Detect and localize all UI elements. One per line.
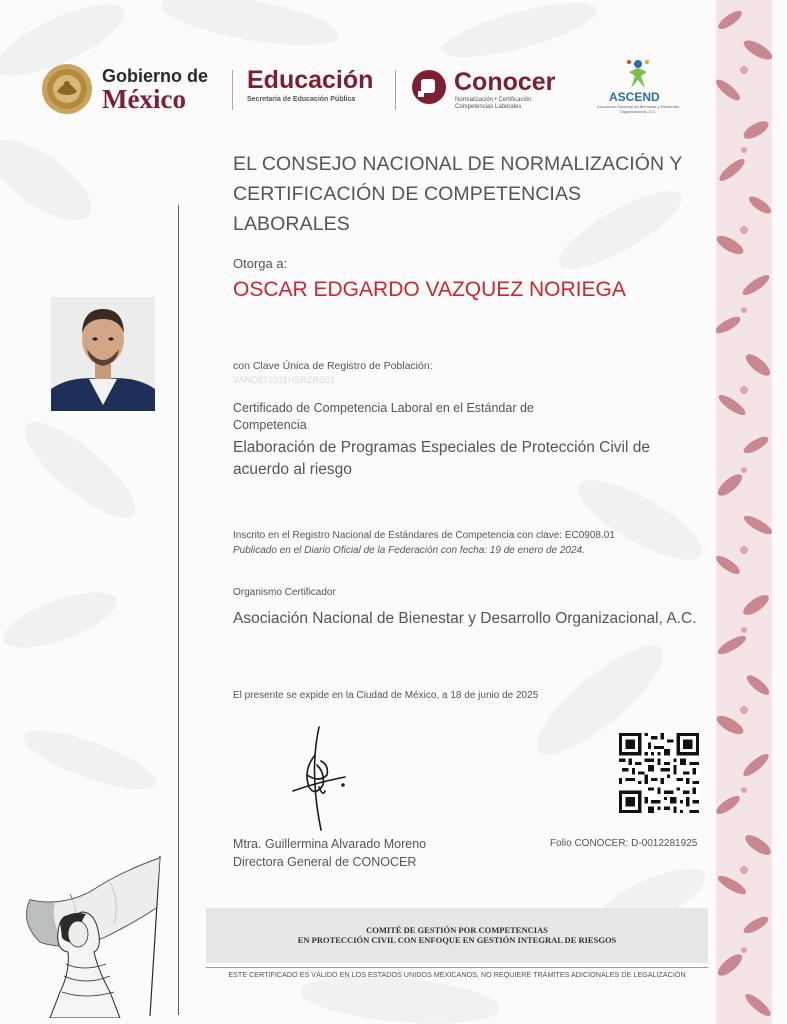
qr-code[interactable]: [619, 733, 699, 813]
header-logos: [40, 56, 690, 116]
conocer-logo: [412, 68, 572, 112]
curp-value: VANO871031HSRZRS01: [233, 375, 335, 385]
recipient-name: OSCAR EDGARDO VAZQUEZ NORIEGA: [233, 278, 626, 301]
gobierno-label: Gobierno de: [102, 66, 209, 86]
mexico-seal-icon: [40, 62, 94, 116]
committee-banner: [206, 908, 708, 963]
gobierno-de-mexico-logo: [40, 60, 220, 116]
decorative-side-band: [716, 0, 772, 1024]
validity-footer: ESTE CERTIFICADO ES VÁLIDO EN LOS ESTADOS UNIDOS MEXICANOS, NO REQUIERE TRÁMITES ADICIONALES DE LEGALIZACIÓN: [206, 967, 708, 979]
signature: [285, 725, 355, 835]
conocer-logo-icon: [412, 70, 446, 104]
conocer-subtitle: Normalización • Certificación Competencias Laborales: [455, 97, 532, 110]
header-divider: [395, 70, 396, 110]
ascend-title: ASCEND: [609, 90, 660, 104]
registry-line: Inscrito en el Registro Nacional de Estándares de Competencia con clave: EC0908.01: [233, 530, 615, 541]
signer-role: Directora General de CONOCER: [233, 855, 417, 869]
certificate-label: Certificado de Competencia Laboral en el Estándar de Competencia: [233, 401, 534, 432]
organization-name: Asociación Nacional de Bienestar y Desarrollo Organizacional, A.C.: [233, 610, 697, 627]
conocer-title: Conocer: [454, 68, 556, 96]
issuer-title: EL CONSEJO NACIONAL DE NORMALIZACIÓN Y CERTIFICACIÓN DE COMPETENCIAS LABORALES: [233, 153, 683, 235]
ascend-subtitle: Asociación Nacional de Bienestar y Desarrollo Organizacional, A.C.: [596, 104, 680, 114]
ascend-logo: [593, 58, 683, 114]
mexico-label: México: [102, 84, 186, 114]
standard-name: Elaboración de Programas Especiales de Protección Civil de acuerdo al riesgo: [233, 439, 650, 478]
woman-with-flag-illustration: [10, 852, 166, 1018]
signer-name: Mtra. Guillermina Alvarado Moreno: [233, 837, 427, 851]
educacion-subtitle: Secretaría de Educación Pública: [247, 96, 356, 103]
organization-label: Organismo Certificador: [233, 587, 336, 598]
ascend-logo-icon: [623, 58, 653, 90]
curp-label: con Clave Única de Registro de Población:: [233, 360, 433, 372]
educacion-logo: [247, 66, 373, 103]
committee-line2: EN PROTECCIÓN CIVIL CON ENFOQUE EN GESTIÓN INTEGRAL DE RIESGOS: [297, 935, 617, 945]
published-line: Publicado en el Diario Oficial de la Federación con fecha: 19 de enero de 2024.: [233, 545, 585, 556]
committee-line1: COMITÉ DE GESTIÓN POR COMPETENCIAS: [366, 925, 548, 935]
header-divider: [232, 70, 233, 110]
grants-label: Otorga a:: [233, 256, 288, 271]
issued-line: El presente se expide en la Ciudad de México, a 18 de junio de 2025: [233, 690, 539, 701]
educacion-title: Educación: [247, 66, 374, 94]
recipient-photo: [51, 297, 155, 411]
folio-number: Folio CONOCER: D-0012281925: [550, 838, 698, 849]
vertical-divider: [178, 205, 179, 1015]
